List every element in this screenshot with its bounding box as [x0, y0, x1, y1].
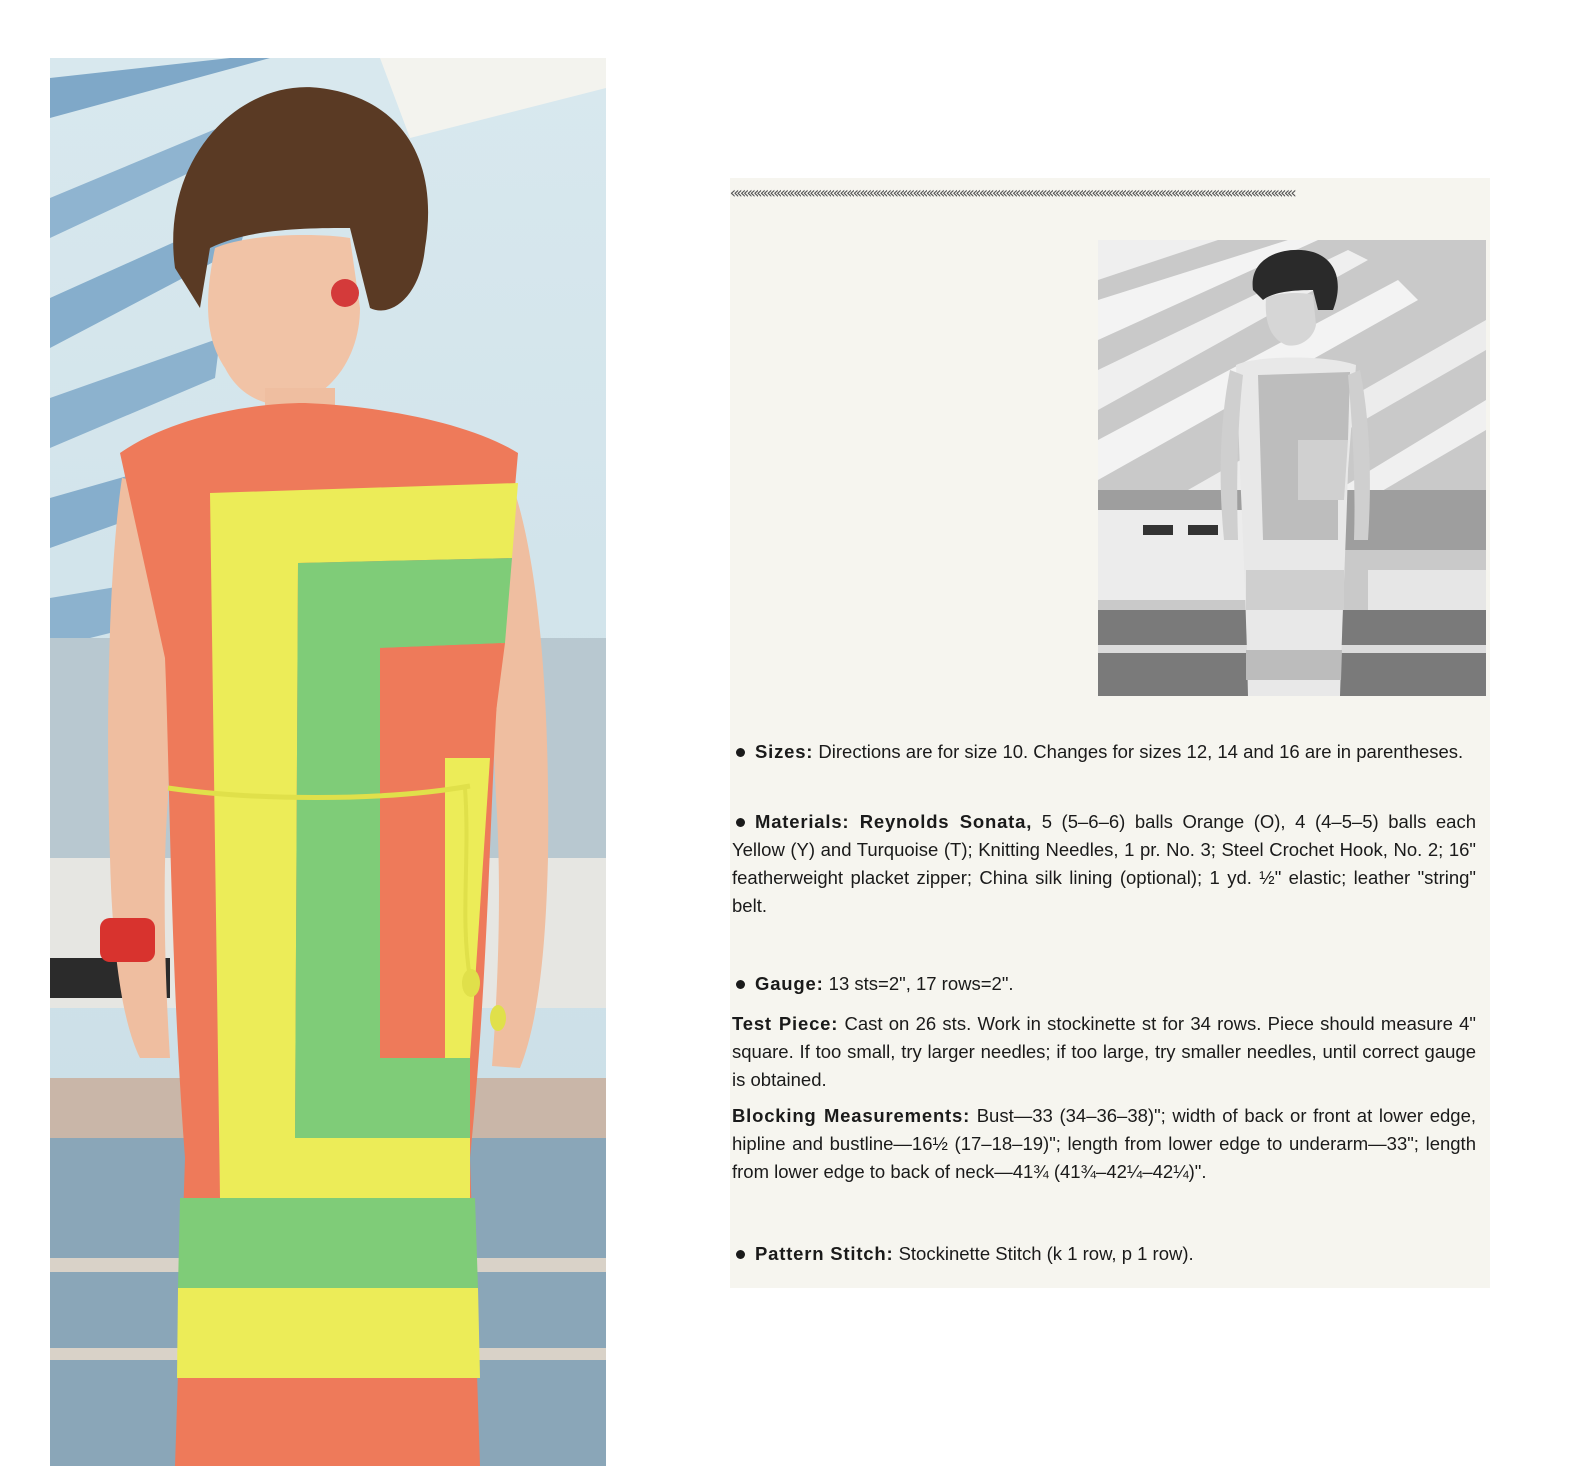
blocking-text: Bust—33 (34–36–38)"; width of back or front at lower edge, hipline and bustline—16½ (17–18–19)"; length from lower edge to underarm—33"; length from lower edge to back of neck—41¾ (41¾–42¼–42¼)".: [732, 1105, 1476, 1182]
test-piece-label: Test Piece:: [732, 1013, 839, 1034]
test-piece-text: Cast on 26 sts. Work in stockinette st for 34 rows. Piece should measure 4" square. If too small, try larger needles; if too large, try smaller needles, until correct gauge is obtained.: [732, 1013, 1476, 1090]
gauge-label: Gauge:: [755, 973, 824, 994]
bw-dress-illustration: [1098, 240, 1486, 696]
bracelet: [100, 918, 155, 962]
blocking-paragraph: [732, 1102, 1476, 1186]
earring: [331, 279, 359, 307]
bullet-icon: [736, 748, 745, 757]
test-piece-paragraph: [732, 1010, 1476, 1094]
pattern-stitch-label: Pattern Stitch:: [755, 1243, 894, 1264]
bullet-icon: [736, 1250, 745, 1259]
dress-illustration: [50, 58, 606, 1466]
pattern-stitch-paragraph: [732, 1240, 1476, 1268]
pattern-page: [730, 178, 1490, 1288]
gauge-paragraph: [732, 970, 1476, 998]
materials-text: 5 (5–6–6) balls Orange (O), 4 (4–5–5) balls each Yellow (Y) and Turquoise (T); Knitting Needles, 1 pr. No. 3; Steel Crochet Hook, No. 2; 16" featherweight placket zipper; China silk lining (optional); 1 yd. ½" elastic; leather "string" belt.: [732, 811, 1476, 916]
bullet-icon: [736, 980, 745, 989]
sizes-text: Directions are for size 10. Changes for sizes 12, 14 and 16 are in parentheses.: [813, 741, 1464, 762]
gauge-text: 13 sts=2", 17 rows=2".: [823, 973, 1014, 994]
bullet-icon: [736, 818, 745, 827]
pattern-stitch-text: Stockinette Stitch (k 1 row, p 1 row).: [893, 1243, 1194, 1264]
blocking-label: Blocking Measurements:: [732, 1105, 971, 1126]
decorative-border: «««««««««««««««««««««««««««««««««««««««««««««««««««««««««««««««««««««««««««««««««««««: [730, 183, 1294, 202]
fashion-photo: [50, 58, 606, 1466]
bw-photo: [1098, 240, 1486, 696]
materials-paragraph: [732, 808, 1476, 920]
sizes-label: Sizes:: [755, 741, 814, 762]
sizes-paragraph: [732, 738, 1476, 766]
materials-label: Materials: Reynolds Sonata,: [755, 811, 1033, 832]
